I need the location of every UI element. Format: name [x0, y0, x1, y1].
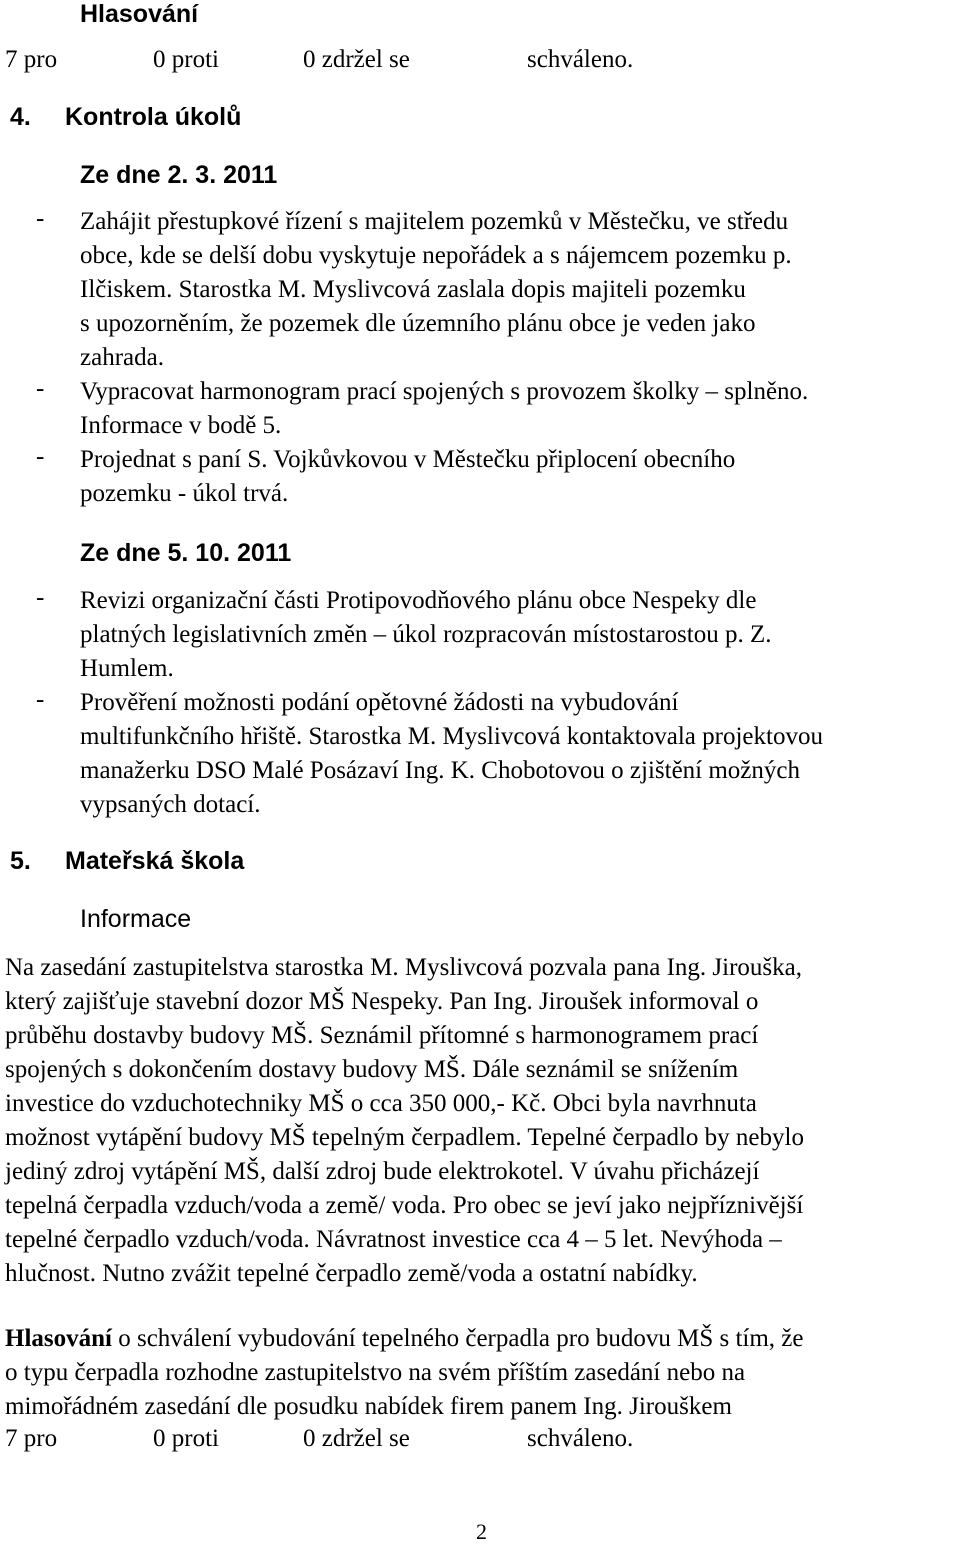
section-4-number: 4.	[10, 103, 31, 131]
vote-result: schváleno.	[527, 1425, 634, 1452]
heading-hlasovani: Hlasování	[80, 0, 199, 28]
voting-label: Hlasování	[5, 1325, 112, 1352]
group2-date: Ze dne 5. 10. 2011	[80, 539, 292, 567]
subheading-informace: Informace	[80, 905, 192, 933]
section-4-title: Kontrola úkolů	[65, 103, 242, 131]
vote-against: 0 proti	[153, 46, 219, 73]
list-dash: -	[36, 205, 45, 232]
list-item-text: Zahájit přestupkové řízení s majitelem pozemků v Městečku, ve středu obce, kde se delší dobu vyskytuje nepořádek a s nájemcem pozemku p. Ilčiskem. Starostka M. Myslivcová zaslala dopis majiteli pozemku s upozorněním, že pozemek dle územního plánu obce je veden jako zahrada.	[80, 208, 792, 371]
list-dash: -	[36, 375, 45, 402]
vote-for: 7 pro	[5, 46, 58, 73]
mspara: Na zasedání zastupitelstva starostka M. Myslivcová pozvala pana Ing. Jirouška, který zajišťuje stavební dozor MŠ Nespeky. Pan Ing. Jiroušek informoval o průběhu dostavby budovy MŠ. Seznámil přítomné s harmonogramem prací spojených s dokončením dostavy budovy MŠ. Dále seznámil se snížením investice do vzduchotechniky MŠ o cca 350 000,- Kč. Obci byla navrhnuta možnost vytápění budovy MŠ tepelným čerpadlem. Tepelné čerpadlo by nebylo jediný zdroj vytápění MŠ, další zdroj bude elektrokotel. V úvahu přicházejí tepelná čerpadla vzduch/voda a země/ voda. Pro obec se jeví jako nejpříznivější tepelné čerpadlo vzduch/voda. Návratnost investice cca 4 – 5 let. Nevýhoda – hlučnost. Nutno zvážit tepelné čerpadlo země/voda a ostatní nabídky.	[5, 954, 804, 1287]
list-item-text: Prověření možnosti podání opětovné žádosti na vybudování multifunkčního hřiště. Starostka M. Myslivcová kontaktovala projektovou manažerku DSO Malé Posázaví Ing. K. Chobotovou o zjištění možných vypsaných dotací.	[80, 689, 823, 818]
vote-line-bottom	[5, 1422, 705, 1456]
vote-abstain: 0 zdržel se	[303, 46, 410, 73]
section-5-number: 5.	[10, 847, 31, 875]
voting-paragraph	[5, 1322, 950, 1424]
vote-abstain: 0 zdržel se	[303, 1425, 410, 1452]
section-5-title: Mateřská škola	[65, 847, 245, 875]
vote-against: 0 proti	[153, 1425, 219, 1452]
list-dash: -	[36, 686, 45, 713]
group1-date: Ze dne 2. 3. 2011	[80, 161, 278, 189]
list-dash: -	[36, 443, 45, 470]
vote-for: 7 pro	[5, 1425, 58, 1452]
list-item-text: Revizi organizační části Protipovodňového plánu obce Nespeky dle platných legislativních změn – úkol rozpracován místostarostou p. Z. Humlem.	[80, 587, 772, 682]
list-item-text: Vypracovat harmonogram prací spojených s provozem školky – splněno. Informace v bodě 5.	[80, 378, 809, 439]
vote-result: schváleno.	[527, 46, 634, 73]
voting-text: o schválení vybudování tepelného čerpadla pro budovu MŠ s tím, že o typu čerpadla rozhodne zastupitelstvo na svém příštím zasedání nebo na mimořádném zasedání dle posudku nabídek firem panem Ing. Jirouškem	[5, 1325, 804, 1420]
list-dash: -	[36, 584, 45, 611]
vote-line-top	[5, 43, 705, 77]
page-number: 2	[476, 1519, 487, 1544]
list-item-text: Projednat s paní S. Vojkůvkovou v Městečku připlocení obecního pozemku - úkol trvá.	[80, 446, 736, 507]
